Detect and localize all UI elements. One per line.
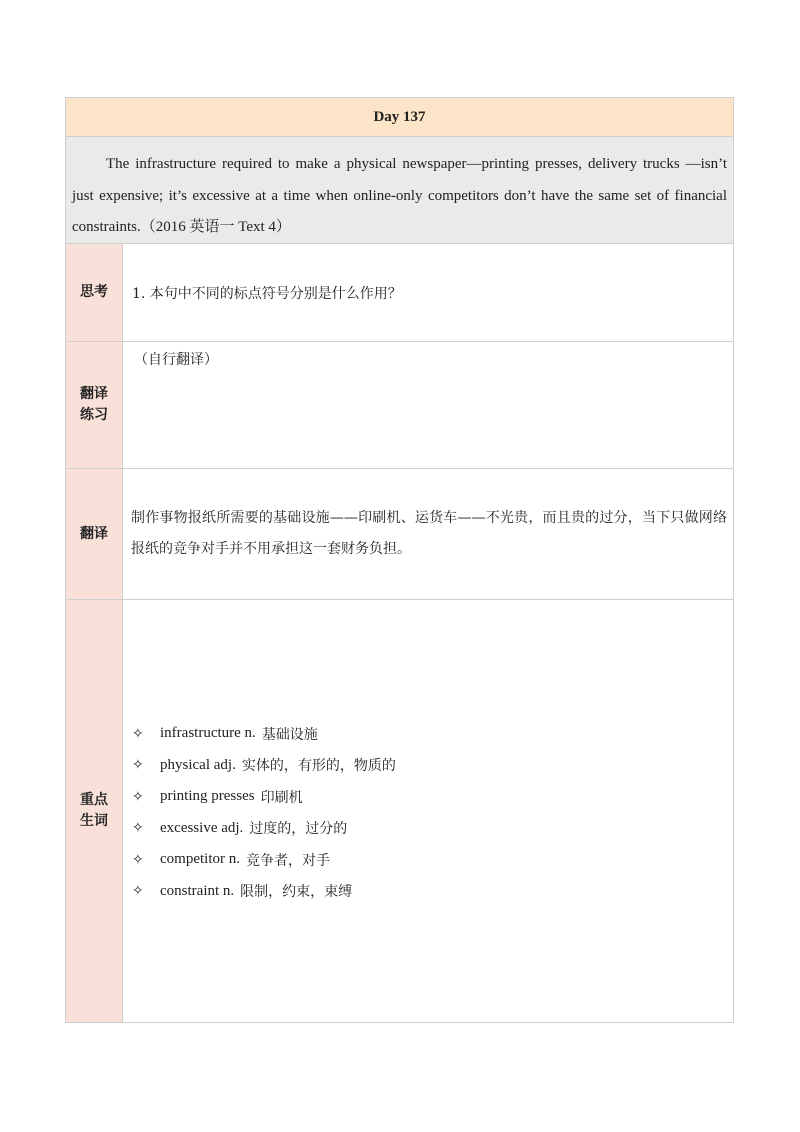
day-title: Day 137 (66, 98, 733, 137)
vocab-meaning: 基础设施 (261, 726, 318, 743)
vocab-row (66, 600, 733, 1022)
study-table (65, 97, 734, 1023)
vocab-item (132, 876, 733, 908)
vocab-word: printing presses (160, 788, 255, 805)
vocab-word: constraint n. (160, 882, 235, 899)
vocab-meaning: 过度的，过分的 (249, 821, 348, 838)
practice-area: （自行翻译） (134, 352, 218, 368)
diamond-bullet-icon: ✧ (132, 820, 144, 837)
source-sentence: The infrastructure required to make a physical newspaper—printing presses, delivery trucks —isn’t just expensive; it’s excessive at a time when online-only competitors don’t have the same set of financial constraints.（2016 英语一 Text 4） (66, 137, 733, 244)
vocab-meaning: 印刷机 (260, 789, 303, 806)
vocab-meaning: 实体的，有形的，物质的 (241, 758, 396, 775)
translation-row (66, 469, 733, 600)
diamond-bullet-icon: ✧ (132, 883, 144, 900)
translation-text: 制作事物报纸所需要的基础设施——印刷机、运货车——不光贵，而且贵的过分，当下只做网络报纸的竞争对手并不用承担这一套财务负担。 (131, 510, 727, 557)
vocab-meaning: 竞争者，对手 (245, 852, 330, 869)
vocab-item (132, 813, 733, 845)
vocab-label: 重点生词 (66, 600, 123, 1022)
think-label: 思考 (66, 244, 123, 341)
vocab-item (132, 781, 733, 813)
vocab-word: infrastructure n. (160, 725, 256, 742)
think-row (66, 244, 733, 342)
diamond-bullet-icon: ✧ (132, 851, 144, 868)
practice-label: 翻译练习 (66, 342, 123, 468)
translation-label: 翻译 (66, 469, 123, 599)
diamond-bullet-icon: ✧ (132, 788, 144, 805)
vocab-word: competitor n. (160, 851, 240, 868)
vocab-item (132, 750, 733, 782)
vocab-list (123, 600, 733, 1022)
practice-row (66, 342, 733, 469)
think-question: 1. 本句中不同的标点符号分别是什么作用？ (132, 285, 402, 302)
vocab-item (132, 718, 733, 750)
diamond-bullet-icon: ✧ (132, 725, 144, 742)
vocab-word: physical adj. (160, 756, 236, 773)
diamond-bullet-icon: ✧ (132, 757, 144, 774)
vocab-meaning: 限制，约束，束缚 (240, 884, 353, 901)
vocab-item (132, 844, 733, 876)
vocab-word: excessive adj. (160, 819, 244, 836)
